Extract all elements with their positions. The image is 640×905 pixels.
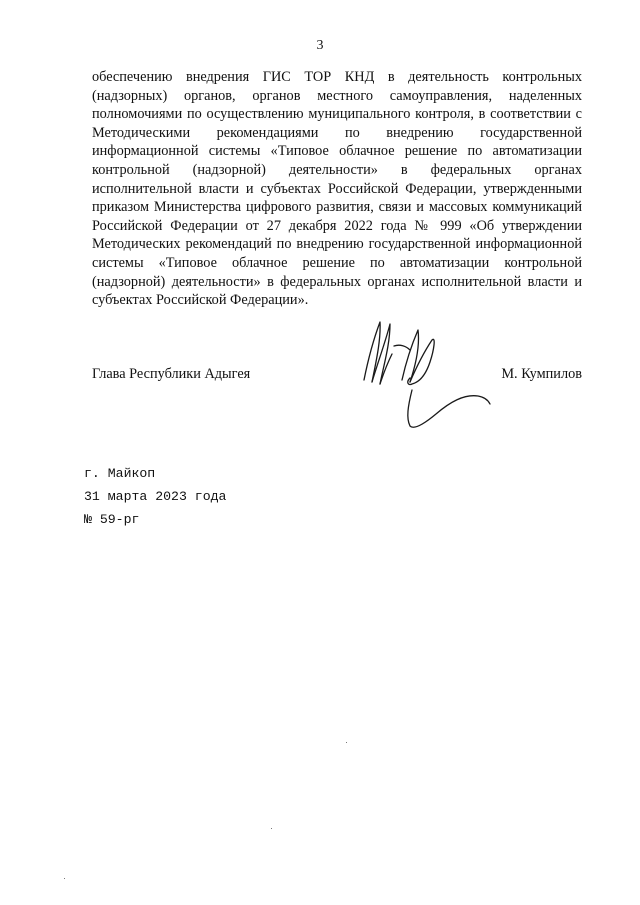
handwritten-signature (350, 310, 500, 445)
footer-date: 31 марта 2023 года (84, 489, 227, 504)
scan-speck (64, 878, 65, 879)
signatory-position: Глава Республики Адыгея (92, 366, 251, 382)
page-number: 3 (316, 38, 324, 53)
footer-number: № 59-рг (84, 512, 140, 527)
body-paragraph: обеспечению внедрения ГИС ТОР КНД в деятельность контрольных (надзорных) органов, органов местного самоуправления, наделенных полномочиями по осуществлению муниципального контроля, в соответствии с Методическими рекомендациями по внедрению государственной информационной системы «Типовое облачное решение по автоматизации контрольной (надзорной) деятельности» в федеральных органах исполнительной власти и субъектах Российской Федерации, утвержденными приказом Министерства цифрового развития, связи и массовых коммуникаций Российской Федерации от 27 декабря 2022 года № 999 «Об утверждении Методических рекомендаций по внедрению государственной информационной системы «Типовое облачное решение по автоматизации контрольной (надзорной) деятельности» в федеральных органах исполнительной власти и субъектах Российской Федерации». (92, 69, 582, 309)
scan-speck (271, 828, 272, 829)
scan-speck (346, 742, 347, 743)
footer-city: г. Майкоп (84, 466, 156, 481)
document-footer (84, 462, 226, 531)
signatory-name: М. Кумпилов (501, 366, 582, 382)
